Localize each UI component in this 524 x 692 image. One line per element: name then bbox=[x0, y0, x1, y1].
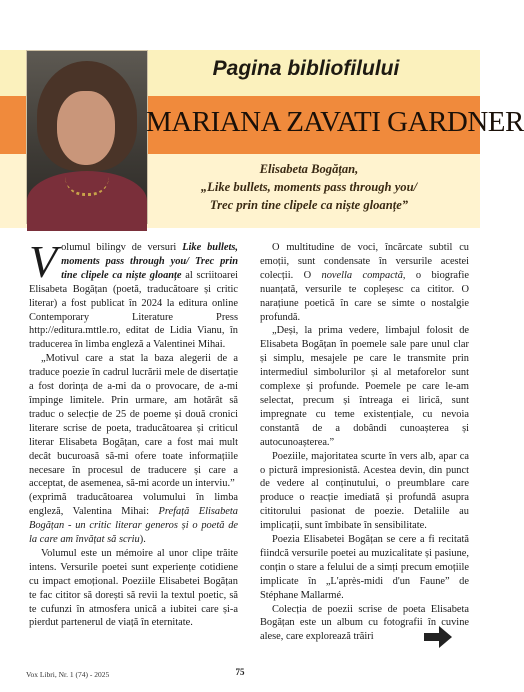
photo-face bbox=[57, 91, 115, 165]
subtitle-line-3: Trec prin tine clipele ca niște gloanțe” bbox=[209, 198, 409, 212]
paragraph-2: „Motivul care a stat la baza alegerii de a traduce poezie în cadrul lucrării mele de disertație a fost dorința de a-mi da o provocare, de a-mi împinge limitele. Prin urmare, am hotărât să traduc o selecție de 25 de poeme și două cronici literare scrise de poeta, traducătoarea și criticul literar Elisabeta Bogățan, care a fost mai mult decât bucuroasă să-mi ofere toate informațiile necesare în procesul de traducere și care a acceptat, de asemenea, să-mi acorde un interviu.” bbox=[29, 353, 238, 490]
novella-phrase: novella compactă bbox=[321, 269, 403, 281]
p3-end: ). bbox=[139, 534, 146, 546]
paragraph-9: Colecția de poezii scrise de poeta Elisabeta Bogățan este un album cu fotografii în cuvine alese, care explorează trăiri bbox=[260, 603, 469, 643]
paragraph-1 bbox=[29, 236, 238, 352]
p5-end: , o biografie nuanțată, versurile te copleșesc ca cititor. O narațiune poetică în care se simte o nostalgie profundă. bbox=[260, 269, 469, 323]
paragraph-3 bbox=[29, 491, 238, 547]
p1-rest: al scriitoarei Elisabeta Bogățan (poetă, traducătoare și critic literar) a fost publicat în 2024 la editura online Contemporary Literature Press http://editura.mttle.ro, editat de Lidia Vianu, în traducerea în limba engleză a Valentinei Mihai. bbox=[29, 269, 238, 351]
page-header bbox=[0, 0, 524, 230]
p5-text: O multitudine de voci, încărcate subtil cu emoții, sunt condensate în versurile acestei colecții. O bbox=[260, 242, 469, 281]
journal-issue: Vox Libri, Nr. 1 (74) - 2025 bbox=[26, 670, 110, 679]
author-photo bbox=[26, 50, 148, 224]
p1-text: olumul bilingv de versuri bbox=[61, 242, 183, 253]
book-title: Like bullets, moments pass through you/ Trec prin tine clipele ca niște gloanțe bbox=[61, 242, 238, 281]
author-name: MARIANA ZAVATI GARDNER bbox=[146, 106, 524, 138]
subtitle-line-2: „Like bullets, moments pass through you/ bbox=[200, 180, 418, 194]
article-column-left bbox=[29, 236, 238, 630]
book-subtitle bbox=[150, 160, 468, 214]
subtitle-line-1: Elisabeta Bogățan, bbox=[259, 162, 359, 176]
paragraph-8: Poezia Elisabetei Bogățan se cere a fi recitată fiindcă versurile poetei au muzicalitate și pasiune, conțin o stare a felului de a simți precum emoțiile implicate în „L'après-midi d'un Faune” de Stéphane Mallarmé. bbox=[260, 534, 469, 601]
article-column-right bbox=[260, 241, 469, 644]
paragraph-4: Volumul este un mémoire al unor clipe trăite intens. Versurile poetei sunt experiențe cotidiene cu impact emoțional. Poeziile Elisabetei Bogățan te fac cititor să dorești să revii la textul poetic, să te cufunzi în atmosfera unică a iubitei care și-a pierdut partenerul de viață în eternitate. bbox=[29, 547, 238, 629]
arrow-right-icon[interactable] bbox=[424, 626, 452, 648]
page-number: 75 bbox=[235, 667, 245, 677]
preface-title: Prefață Elisabeta Bogățan - un critic literar generos și o poetă de la care am învățat să scriu bbox=[29, 506, 238, 546]
paragraph-6: „Deși, la prima vedere, limbajul folosit de Elisabeta Bogățan în poemele sale pare unul clar și simplu, mesajele pe care le transmite prin intermediul simbolurilor și al metaforelor sunt complexe și profunde. Poemele pe care le-am selectat, precum și întreaga ei lirică, sunt impregnate cu teme existențiale, cu nevoia constantă de a dobândi cunoașterea și autocunoașterea.” bbox=[260, 325, 469, 448]
drop-cap: V bbox=[29, 236, 58, 287]
paragraph-7: Poeziile, majoritatea scurte în vers alb, apar ca o pictură impresionistă. Acestea devin, din punct de vedere al conținutului, o preumblare care produce o reacție imediată și profundă asupra cititorului pasionat de poezie. Detaliile au implicații, sunt îmbibate în sensibilitate. bbox=[260, 450, 469, 532]
section-title: Pagina bibliofilului bbox=[212, 57, 400, 80]
paragraph-5 bbox=[260, 241, 469, 324]
p3-text: (exprimă traducătoarea volumului în limba engleză, Valentina Mihai: bbox=[29, 492, 238, 518]
